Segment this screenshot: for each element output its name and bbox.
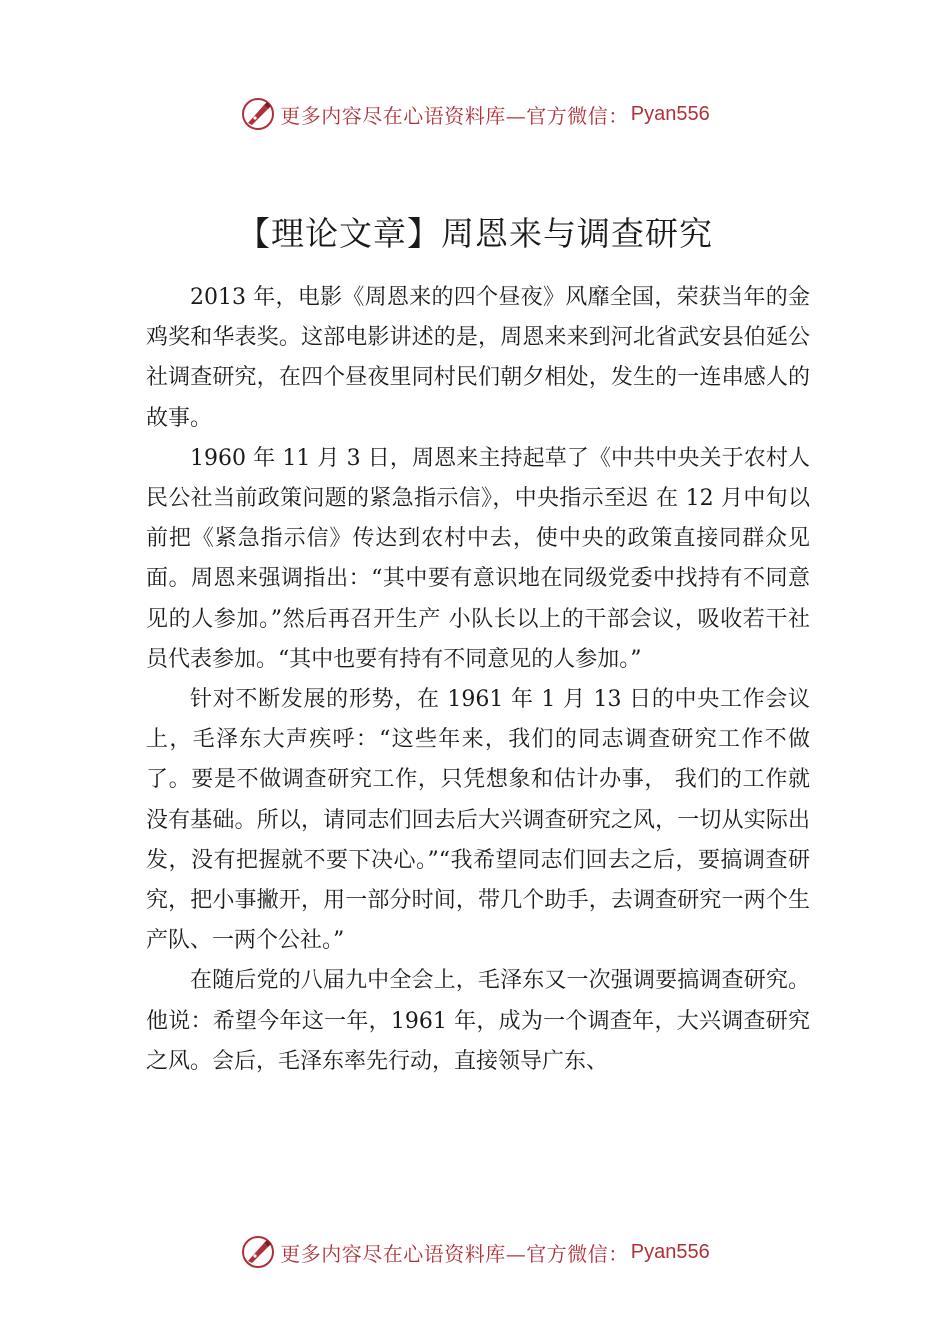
banner-text: 更多内容尽在心语资料库—官方微信： <box>280 103 629 128</box>
header-banner <box>0 94 950 134</box>
document-title: 【理论文章】周恩来与调查研究 <box>237 214 713 254</box>
document-body <box>146 278 810 1082</box>
paragraph-2: 1960 年 11 月 3 日，周恩来主持起草了《中共中央关于农村人民公社当前政策问题的紧急指示信》，中央指示至迟 在 12 月中旬以前把《紧急指示信》传达到农村中去，使中央的政策直接同群众见面。周恩来强调指出：“其中要有意识地在同级党委中找持有不同意见的人参加。”然后再召开生产 小队长以上的干部会议，吸收若干社员代表参加。“其中也要有持有不同意见的人参加。” <box>146 445 810 672</box>
paragraph-3: 针对不断发展的形势，在 1961 年 1 月 13 日的中央工作会议上，毛泽东大声疾呼：“这些年来，我们的同志调查研究工作不做了。要是不做调查研究工作，只凭想象和估计办事， 我们的工作就没有基础。所以，请同志们回去后大兴调查研究之风，一切从实际出发，没有把握就不要下决心。”“我希望同志们回去之后，要搞调查研究，把小事撇开，用一部分时间，带几个助手，去调查研究一两个生产队、一两个公社。” <box>146 687 810 954</box>
paragraph-1: 2013 年，电影《周恩来的四个昼夜》风靡全国，荣获当年的金鸡奖和华表奖。这部电影讲述的是，周恩来来到河北省武安县伯延公社调查研究，在四个昼夜里同村民们朝夕相处，发生的一连串感人的故事。 <box>146 285 810 431</box>
banner-text: 更多内容尽在心语资料库—官方微信： <box>280 1241 629 1266</box>
footer-banner <box>0 1232 950 1272</box>
pen-nib-logo-icon <box>240 1234 276 1270</box>
banner-wechat-id: Pyan556 <box>630 1240 710 1263</box>
paragraph-4: 在随后党的八届九中全会上，毛泽东又一次强调要搞调查研究。他说：希望今年这一年，1961 年，成为一个调查年，大兴调查研究之风。会后，毛泽东率先行动，直接领导广东、 <box>146 968 810 1074</box>
banner-wechat-id: Pyan556 <box>630 102 710 125</box>
pen-nib-logo-icon <box>240 96 276 132</box>
